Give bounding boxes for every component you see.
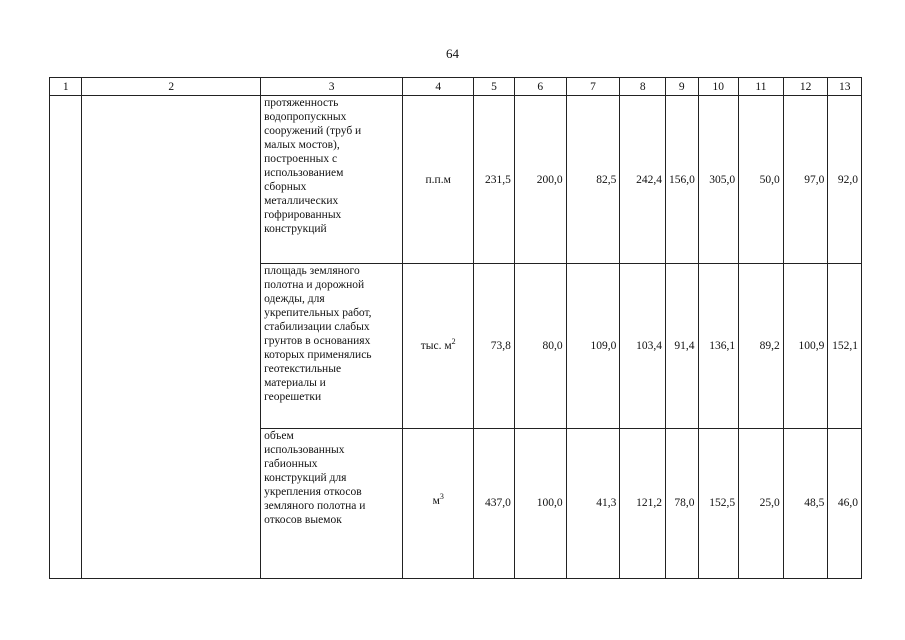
unit-text: м — [432, 495, 440, 507]
value-col-5: 73,8 — [474, 264, 515, 429]
value-col-8: 242,4 — [620, 96, 666, 264]
description-line: габионных — [264, 458, 318, 470]
header-col-3: 3 — [261, 78, 403, 96]
description-line: сооружений (труб и — [264, 125, 362, 137]
header-col-13: 13 — [828, 78, 862, 96]
description-line: одежды, для — [264, 293, 325, 305]
indicator-description — [261, 264, 403, 429]
description-line: откосов выемок — [264, 514, 342, 526]
description-line: использованных — [264, 444, 345, 456]
description-line: сборных — [264, 181, 307, 193]
value-col-6: 200,0 — [514, 96, 566, 264]
value-col-5: 437,0 — [474, 429, 515, 579]
indicator-description — [261, 429, 403, 579]
header-col-8: 8 — [620, 78, 666, 96]
header-col-11: 11 — [739, 78, 784, 96]
header-col-6: 6 — [514, 78, 566, 96]
value-col-9: 156,0 — [666, 96, 698, 264]
description-line: использованием — [264, 167, 344, 179]
description-line: георешетки — [264, 391, 322, 403]
description-line: площадь земляного — [264, 265, 360, 277]
value-col-6: 100,0 — [514, 429, 566, 579]
value-col-11: 89,2 — [739, 264, 784, 429]
description-line: материалы и — [264, 377, 326, 389]
value-col-6: 80,0 — [514, 264, 566, 429]
unit-superscript: 3 — [439, 492, 444, 502]
value-col-13: 92,0 — [828, 96, 862, 264]
cell-col-1 — [50, 96, 82, 579]
value-col-12: 97,0 — [783, 96, 828, 264]
description-line: конструкций для — [264, 472, 347, 484]
description-line: металлических — [264, 195, 339, 207]
value-col-10: 305,0 — [698, 96, 739, 264]
value-col-9: 91,4 — [666, 264, 698, 429]
indicator-table — [49, 77, 862, 579]
description-line: земляного полотна и — [264, 500, 366, 512]
description-line: стабилизации слабых — [264, 321, 370, 333]
header-col-1: 1 — [50, 78, 82, 96]
header-col-12: 12 — [783, 78, 828, 96]
description-line: водопропускных — [264, 111, 347, 123]
value-col-5: 231,5 — [474, 96, 515, 264]
description-line: грунтов в основаниях — [264, 335, 371, 347]
value-col-13: 46,0 — [828, 429, 862, 579]
header-col-5: 5 — [474, 78, 515, 96]
unit-superscript: 2 — [451, 337, 456, 347]
value-col-10: 136,1 — [698, 264, 739, 429]
unit-cell — [403, 264, 474, 429]
value-col-8: 103,4 — [620, 264, 666, 429]
description-line: гофрированных — [264, 209, 342, 221]
description-line: геотекстильные — [264, 363, 342, 375]
unit-text: тыс. м — [420, 340, 452, 352]
value-col-12: 100,9 — [783, 264, 828, 429]
description-line: которых применялись — [264, 349, 372, 361]
header-col-10: 10 — [698, 78, 739, 96]
value-col-11: 50,0 — [739, 96, 784, 264]
header-row — [50, 78, 862, 96]
unit-text: п.п.м — [425, 173, 451, 186]
description-line: объем — [264, 430, 294, 442]
value-col-12: 48,5 — [783, 429, 828, 579]
header-col-2: 2 — [82, 78, 261, 96]
description-line: малых мостов), — [264, 139, 340, 151]
description-line: укрепления откосов — [264, 486, 362, 498]
value-col-7: 41,3 — [566, 429, 620, 579]
indicator-description — [261, 96, 403, 264]
description-line: укрепительных работ, — [264, 307, 372, 319]
header-col-9: 9 — [666, 78, 698, 96]
value-col-7: 82,5 — [566, 96, 620, 264]
value-col-10: 152,5 — [698, 429, 739, 579]
unit-cell — [403, 96, 474, 264]
description-line: протяженность — [264, 97, 339, 109]
unit-cell — [403, 429, 474, 579]
value-col-9: 78,0 — [666, 429, 698, 579]
cell-col-2 — [82, 96, 261, 579]
value-col-13: 152,1 — [828, 264, 862, 429]
table-row — [50, 96, 862, 264]
header-col-4: 4 — [403, 78, 474, 96]
value-col-8: 121,2 — [620, 429, 666, 579]
description-line: конструкций — [264, 223, 327, 235]
description-line: построенных с — [264, 153, 338, 165]
value-col-11: 25,0 — [739, 429, 784, 579]
page-number: 64 — [446, 46, 459, 61]
description-line: полотна и дорожной — [264, 279, 365, 291]
header-col-7: 7 — [566, 78, 620, 96]
value-col-7: 109,0 — [566, 264, 620, 429]
